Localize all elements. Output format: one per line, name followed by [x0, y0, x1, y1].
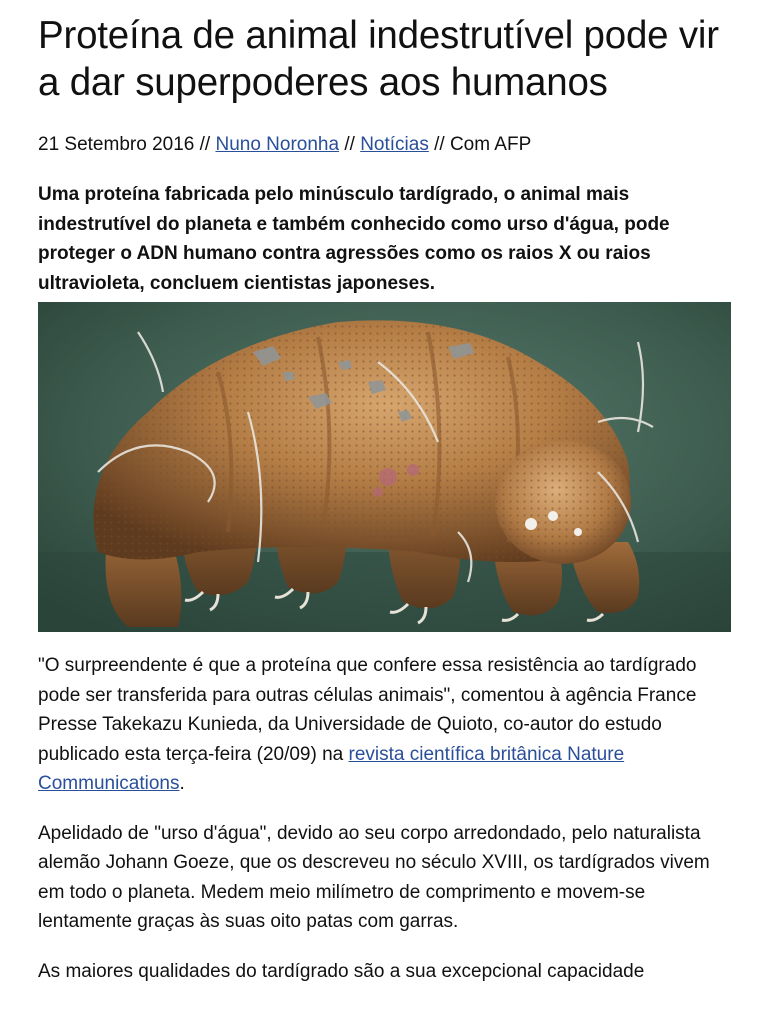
nature-communications-link[interactable]: revista científica britânica Nature Communications: [38, 743, 625, 794]
article-header: [38, 0, 732, 298]
meta-separator: //: [194, 134, 216, 155]
article-body: [38, 651, 732, 1006]
body-paragraph: Apelidado de "urso d'água", devido ao seu corpo arredondado, pelo naturalista alemão Johann Goeze, que os descreveu no século XVIII, os tardígrados vivem em todo o planeta. Medem meio milímetro de comprimento e movem-se lentamente graças às suas oito patas com garras.: [38, 822, 710, 932]
tardigrade-image: [38, 302, 731, 632]
meta-separator: //: [339, 134, 361, 155]
body-paragraph: [38, 651, 732, 799]
category-link[interactable]: Notícias: [360, 134, 429, 155]
article-source: Com AFP: [449, 134, 532, 155]
author-link[interactable]: Nuno Noronha: [215, 134, 340, 155]
paragraph-text: .: [179, 773, 185, 794]
article-date: 21 Setembro 2016: [38, 134, 195, 155]
paragraph-text: "O surpreendente é que a proteína que confere essa resistência ao tardígrado pode ser transferida para outras células animais", comentou à agência France Presse Takekazu Kunieda, da Universidade de Quioto, co-autor do estudo publicado esta terça-feira (20/09) na: [38, 655, 697, 765]
article-meta: [38, 132, 732, 158]
meta-separator: //: [428, 134, 450, 155]
article-lead: Uma proteína fabricada pelo minúsculo tardígrado, o animal mais indestrutível do planeta e também conhecido como urso d'água, pode proteger o ADN humano contra agressões como os raios X ou raios ultravioleta, concluem cientistas japoneses.: [38, 184, 670, 294]
article-title: Proteína de animal indestrutível pode vir a dar superpoderes aos humanos: [38, 14, 719, 104]
body-paragraph: As maiores qualidades do tardígrado são a sua excepcional capacidade: [38, 960, 645, 982]
